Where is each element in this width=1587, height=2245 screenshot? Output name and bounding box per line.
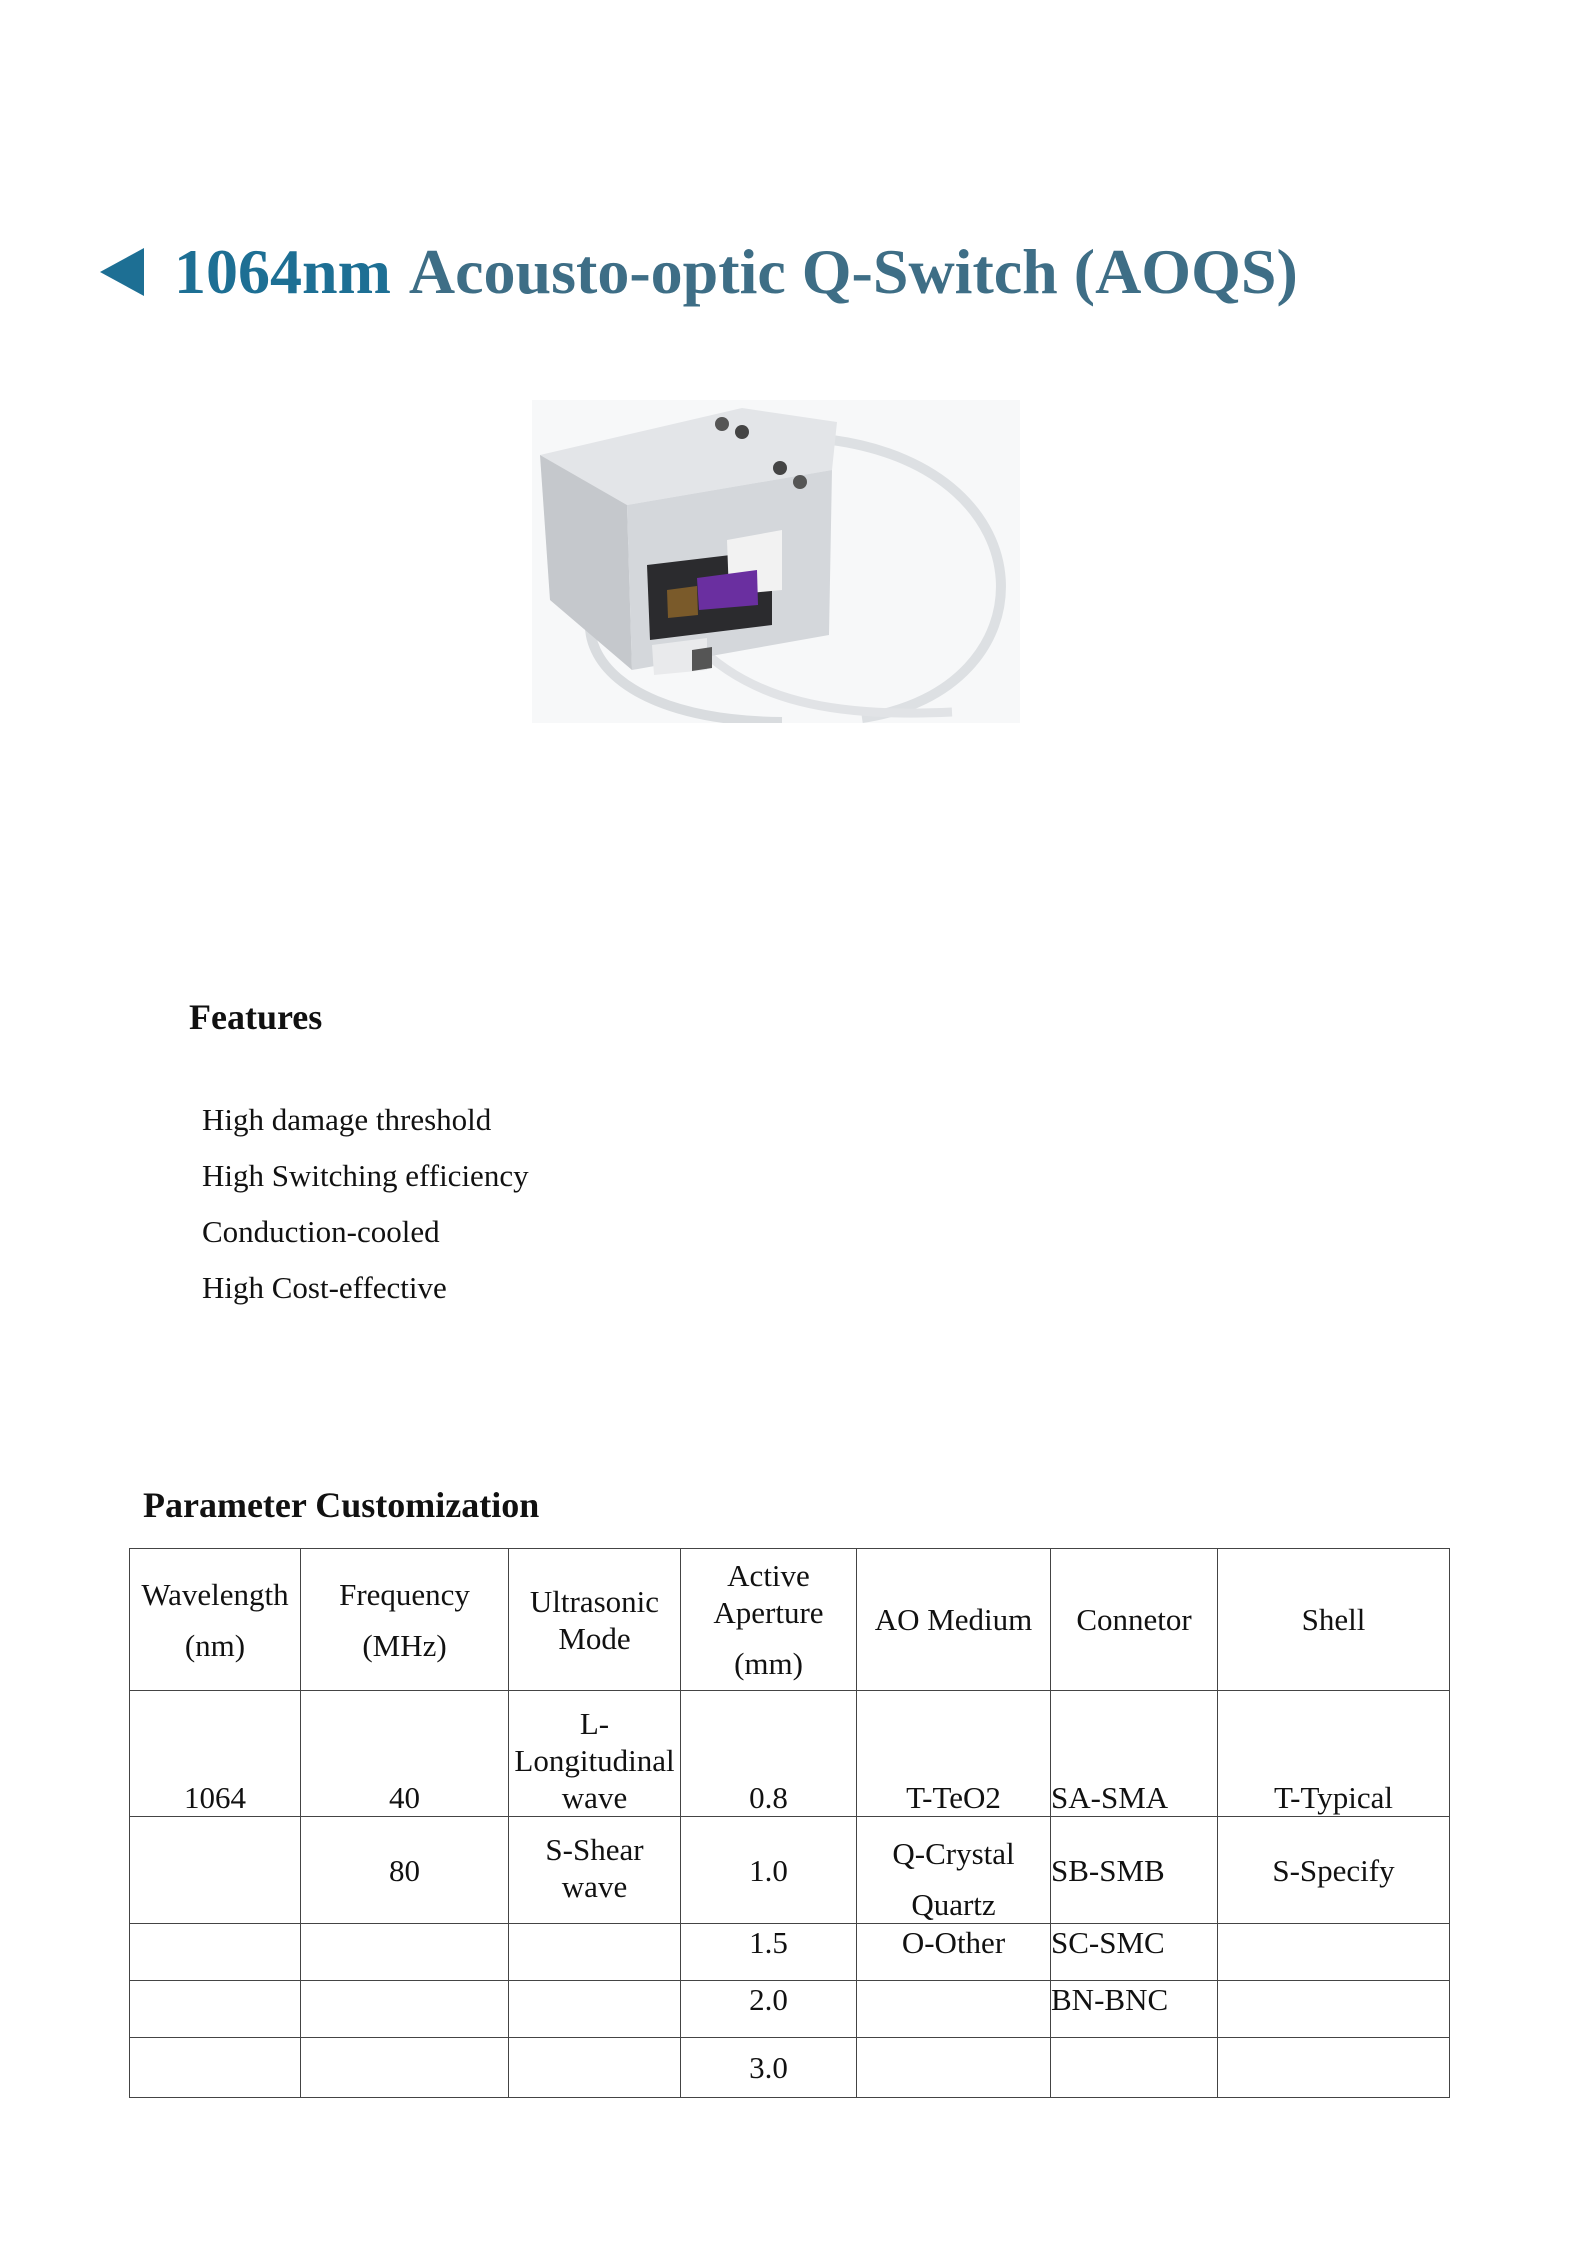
list-item: High Cost-effective	[202, 1270, 447, 1305]
cell-connector	[1051, 2038, 1218, 2098]
aoqs-device-photo	[532, 400, 1020, 723]
table-row	[130, 2038, 1450, 2098]
list-item: Conduction-cooled	[202, 1214, 440, 1249]
table-row	[130, 1817, 1450, 1924]
cell-mode	[509, 2038, 681, 2098]
cell-wavelength	[130, 1981, 301, 2038]
cell-shell: T-Typical	[1218, 1691, 1450, 1817]
header-active-aperture: Active Aperture (mm)	[681, 1549, 857, 1691]
features-list	[202, 1100, 529, 1324]
cell-connector: SB-SMB	[1051, 1817, 1218, 1924]
header-ao-medium: AO Medium	[857, 1549, 1051, 1691]
triangle-left-icon	[100, 248, 144, 296]
header-ultrasonic-mode: Ultrasonic Mode	[509, 1549, 681, 1691]
cell-mode	[509, 1924, 681, 1981]
cell-medium	[857, 1981, 1051, 2038]
cell-aperture: 0.8	[681, 1691, 857, 1817]
cell-aperture: 1.0	[681, 1817, 857, 1924]
cell-frequency: 40	[301, 1691, 509, 1817]
cell-medium	[857, 2038, 1051, 2098]
cell-shell	[1218, 2038, 1450, 2098]
cell-shell	[1218, 1924, 1450, 1981]
cell-wavelength	[130, 1924, 301, 1981]
table-row	[130, 1691, 1450, 1817]
cell-medium: O-Other	[857, 1924, 1051, 1981]
cell-mode: L- Longitudinal wave	[509, 1691, 681, 1817]
cell-medium: T-TeO2	[857, 1691, 1051, 1817]
table-row	[130, 1981, 1450, 2038]
header-frequency: Frequency (MHz)	[301, 1549, 509, 1691]
cell-aperture: 3.0	[681, 2038, 857, 2098]
header-connector: Connetor	[1051, 1549, 1218, 1691]
features-heading: Features	[189, 997, 323, 1037]
cell-frequency: 80	[301, 1817, 509, 1924]
page-title	[100, 232, 1298, 312]
cell-frequency	[301, 1981, 509, 2038]
title-product-name: Acousto-optic Q-Switch (AOQS)	[408, 236, 1298, 307]
cell-connector: BN-BNC	[1051, 1981, 1218, 2038]
table-row	[130, 1924, 1450, 1981]
cell-wavelength	[130, 2038, 301, 2098]
list-item: High Switching efficiency	[202, 1158, 529, 1193]
cell-mode	[509, 1981, 681, 2038]
cell-frequency	[301, 2038, 509, 2098]
list-item: High damage threshold	[202, 1102, 492, 1137]
header-wavelength: Wavelength (nm)	[130, 1549, 301, 1691]
cell-wavelength: 1064	[130, 1691, 301, 1817]
cell-frequency	[301, 1924, 509, 1981]
header-shell: Shell	[1218, 1549, 1450, 1691]
cell-shell	[1218, 1981, 1450, 2038]
cell-aperture: 2.0	[681, 1981, 857, 2038]
cell-shell: S-Specify	[1218, 1817, 1450, 1924]
cell-wavelength	[130, 1817, 301, 1924]
parameter-table	[129, 1548, 1450, 2098]
cell-medium: Q-Crystal Quartz	[857, 1817, 1051, 1924]
cell-aperture: 1.5	[681, 1924, 857, 1981]
cell-connector: SC-SMC	[1051, 1924, 1218, 1981]
table-header-row	[130, 1549, 1450, 1691]
title-wavelength: 1064nm	[174, 236, 391, 307]
cell-mode: S-Shear wave	[509, 1817, 681, 1924]
cell-connector: SA-SMA	[1051, 1691, 1218, 1817]
parameter-heading: Parameter Customization	[143, 1485, 540, 1525]
